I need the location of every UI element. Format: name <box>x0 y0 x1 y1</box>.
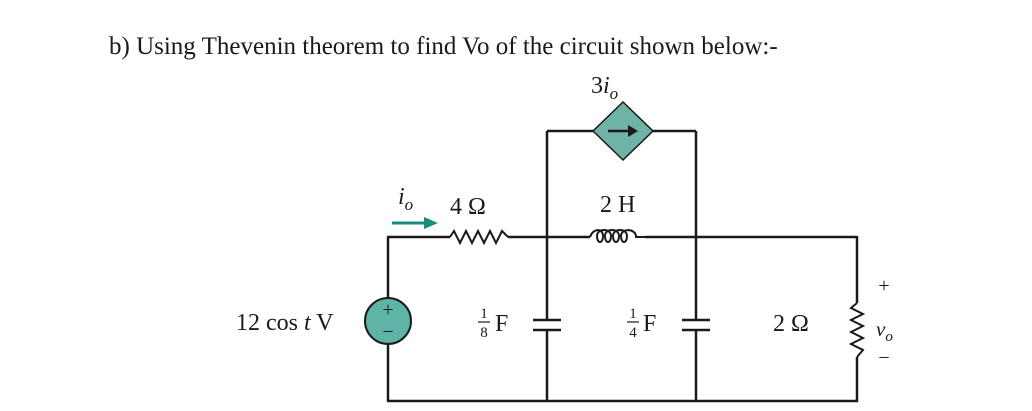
output-minus-sign: − <box>878 347 890 369</box>
capacitor-1-numerator: 1 <box>480 306 488 322</box>
capacitor-2-symbol <box>682 320 710 330</box>
arrow-right-icon <box>424 217 438 229</box>
capacitor-2-label <box>627 306 656 341</box>
wires <box>387 131 858 402</box>
capacitor-2-denominator: 4 <box>629 325 637 341</box>
source-plus-sign: + <box>382 299 394 321</box>
inductor-symbol <box>590 230 645 242</box>
capacitor-2-numerator: 1 <box>629 306 637 322</box>
current-arrow <box>392 217 438 229</box>
current-label: $i_o$ <box>398 184 414 214</box>
capacitor-1-denominator: 8 <box>480 325 488 341</box>
voltage-source <box>365 298 411 344</box>
output-plus-sign: + <box>878 275 890 297</box>
capacitor-1-label <box>478 306 508 341</box>
source-label: 12 cos t V <box>236 310 334 336</box>
dependent-source-label: $3i_o$ <box>591 73 619 103</box>
source-minus-sign: − <box>382 321 394 343</box>
resistor-2-symbol <box>851 303 863 357</box>
capacitor-1-symbol <box>533 320 561 330</box>
dependent-current-source <box>593 102 653 160</box>
capacitor-1-unit: F <box>495 311 509 337</box>
resistor-4-label: 4 Ω <box>450 194 486 220</box>
resistor-4-symbol <box>450 231 508 243</box>
capacitor-2-unit: F <box>643 311 657 337</box>
resistor-2-label: 2 Ω <box>773 311 809 337</box>
question-title: b) Using Thevenin theorem to find Vo of the circuit shown below:- <box>109 33 778 60</box>
output-voltage-label: $v_o$ <box>876 317 893 345</box>
inductor-label: 2 H <box>600 192 636 218</box>
